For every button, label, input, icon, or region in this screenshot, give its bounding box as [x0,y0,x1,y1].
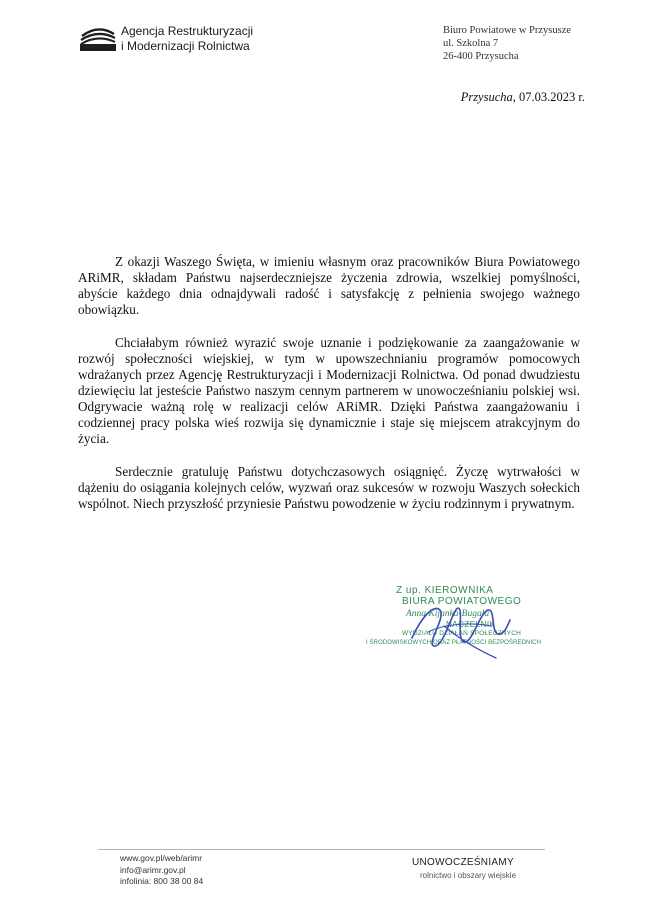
footer-website: www.gov.pl/web/arimr [120,853,203,863]
date-place: Przysucha [460,90,513,104]
footer-email: info@arimr.gov.pl [120,864,186,875]
address-street: ul. Szkolna 7 [443,38,499,49]
letter-date [461,90,585,105]
footer-tagline: rolnictwo i obszary wiejskie [420,871,517,880]
stamp-line-office: BIURA POWIATOWEGO [402,596,522,607]
agency-name [121,24,253,54]
footer-divider [98,849,545,850]
paragraph-congratulations: Serdecznie gratuluję Państwu dotychczasowych osiągnięć. Życzę wytrwałości w dążeniu do osiągania kolejnych celów, wyzwań oraz sukcesów w rozwoju Waszych sołeckich wspólnot. Niech przyszłość przyniesie Państwu powodzenie w życiu rodzinnym i prywatnym. [78,464,580,511]
stamp-line-position: NACZELNIK [446,620,496,629]
stamp-line-name: Anna Kijanka-Bugała [406,609,490,619]
stamp-line-department: WYDZIAŁU DZIAŁAŃ SPOŁECZNYCH [402,630,522,637]
stamp-line-department-cont: I ŚRODOWISKOWYCH ORAZ PŁATNOŚCI BEZPOŚREDNICH [366,640,542,646]
address-office: Biuro Powiatowe w Przysusze [443,25,572,36]
address-city: 26-400 Przysucha [443,51,519,62]
agency-name-line1: Agencja Restrukturyzacji [121,24,254,38]
office-address [443,24,571,63]
paragraph-appreciation: Chciałabym również wyrazić swoje uznanie i podziękowanie za zaangażowanie w rozwój społeczności wiejskiej, w tym w upowszechnianiu programów pomocowych wdrażanych przez Agencję Restrukturyzacji i Modernizacji Rolnictwa. Od ponad dwudziestu dziewięciu lat jesteście Państwo naszym cennym partnerem w unowocześnianiu polskiej wsi. Odgrywacie ważną rolę w realizacji celów ARiMR. Dzięki Państwa zaangażowaniu i codziennej pracy polska wieś rozwija się dynamicznie i staje się miejscem atrakcyjnym do życia. [78,335,580,446]
letter-body [78,254,580,529]
footer-slogan: UNOWOCZEŚNIAMY [412,857,514,868]
handwritten-signature [404,596,514,666]
date-value: , 07.03.2023 r. [512,90,585,104]
stamp-line-authority: Z up. KIEROWNIKA [396,585,494,596]
agency-name-line2: i Modernizacji Rolnictwa [121,39,250,53]
arimr-logo [78,22,118,52]
footer-contact [120,853,203,888]
footer-infoline: infolinia: 800 38 00 84 [120,876,204,886]
paragraph-greeting: Z okazji Waszego Święta, w imieniu własnym oraz pracowników Biura Powiatowego ARiMR, składam Państwu najserdeczniejsze życzenia zdrowia, wszelkiej pomyślności, abyście każdego dnia odnajdywali radość i satysfakcję z pełnienia swojego ważnego obowiązku. [78,254,580,317]
